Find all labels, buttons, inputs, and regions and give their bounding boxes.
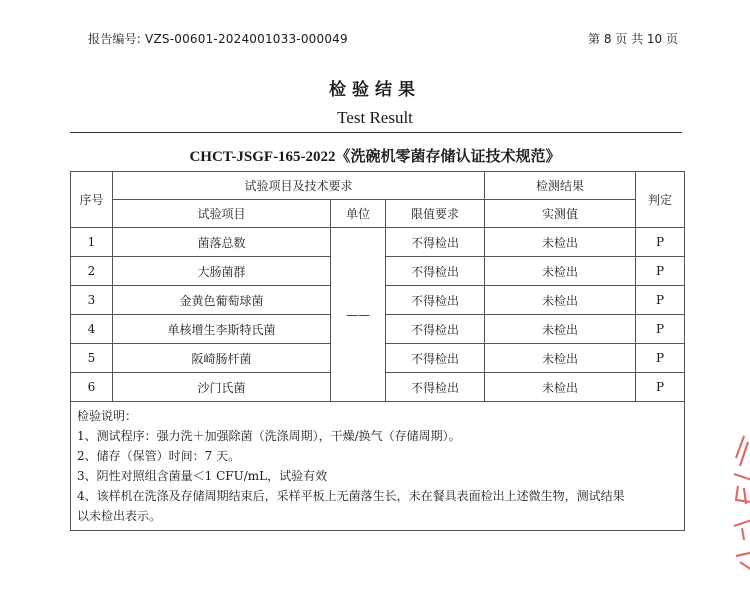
unit-cell: —— xyxy=(331,228,386,402)
row-item: 阪崎肠杆菌 xyxy=(113,344,331,373)
seal-stamp xyxy=(722,428,750,578)
notes-line-4a: 4、该样机在洗涤及存储周期结束后，采样平板上无菌落生长，未在餐具表面检出上述微生物，测试结果 xyxy=(77,489,625,503)
row-limit: 不得检出 xyxy=(386,228,485,257)
header-unit: 单位 xyxy=(331,200,386,228)
row-judgment: P xyxy=(636,315,685,344)
row-item: 沙门氏菌 xyxy=(113,373,331,402)
row-measured: 未检出 xyxy=(485,315,636,344)
row-measured: 未检出 xyxy=(485,286,636,315)
table-subheader-row xyxy=(71,200,685,228)
row-no: 4 xyxy=(71,315,113,344)
row-no: 1 xyxy=(71,228,113,257)
test-notes xyxy=(71,402,685,531)
row-judgment: P xyxy=(636,373,685,402)
row-item: 单核增生李斯特氏菌 xyxy=(113,315,331,344)
title-divider xyxy=(70,132,682,133)
row-measured: 未检出 xyxy=(485,257,636,286)
table-header-row xyxy=(71,172,685,200)
row-no: 2 xyxy=(71,257,113,286)
row-limit: 不得检出 xyxy=(386,344,485,373)
header-judgment: 判定 xyxy=(636,172,685,228)
notes-row xyxy=(71,402,685,531)
notes-line-4b: 以未检出表示。 xyxy=(77,509,162,523)
header-items-group: 试验项目及技术要求 xyxy=(113,172,485,200)
header-item: 试验项目 xyxy=(113,200,331,228)
row-measured: 未检出 xyxy=(485,373,636,402)
row-item: 大肠菌群 xyxy=(113,257,331,286)
row-measured: 未检出 xyxy=(485,228,636,257)
header-seq: 序号 xyxy=(71,172,113,228)
row-no: 5 xyxy=(71,344,113,373)
row-judgment: P xyxy=(636,286,685,315)
header-measured: 实测值 xyxy=(485,200,636,228)
row-judgment: P xyxy=(636,257,685,286)
row-limit: 不得检出 xyxy=(386,373,485,402)
table-row xyxy=(71,228,685,257)
notes-line-2: 2、储存（保管）时间：7 天。 xyxy=(77,449,241,463)
header-limit: 限值要求 xyxy=(386,200,485,228)
row-item: 金黄色葡萄球菌 xyxy=(113,286,331,315)
row-judgment: P xyxy=(636,344,685,373)
standard-title: CHCT-JSGF-165-2022《洗碗机零菌存储认证技术规范》 xyxy=(189,149,561,165)
row-limit: 不得检出 xyxy=(386,286,485,315)
notes-title: 检验说明： xyxy=(77,409,138,423)
row-measured: 未检出 xyxy=(485,344,636,373)
report-number: 报告编号: VZS-00601-2024001033-000049 xyxy=(88,32,348,46)
page-info: 第 8 页 共 10 页 xyxy=(588,32,678,46)
row-limit: 不得检出 xyxy=(386,257,485,286)
row-limit: 不得检出 xyxy=(386,315,485,344)
row-judgment: P xyxy=(636,228,685,257)
header-result-group: 检测结果 xyxy=(485,172,636,200)
row-no: 3 xyxy=(71,286,113,315)
notes-line-3: 3、阴性对照组含菌量＜1 CFU/mL，试验有效 xyxy=(77,469,328,483)
result-table xyxy=(70,171,685,531)
notes-line-1: 1、测试程序：强力洗＋加强除菌（洗涤周期），干燥/换气（存储周期）。 xyxy=(77,429,461,443)
seal-stamp-graphic xyxy=(722,428,750,578)
page-title-cn: 检验结果 xyxy=(329,80,421,100)
page-title-en: Test Result xyxy=(337,108,413,127)
row-item: 菌落总数 xyxy=(113,228,331,257)
row-no: 6 xyxy=(71,373,113,402)
